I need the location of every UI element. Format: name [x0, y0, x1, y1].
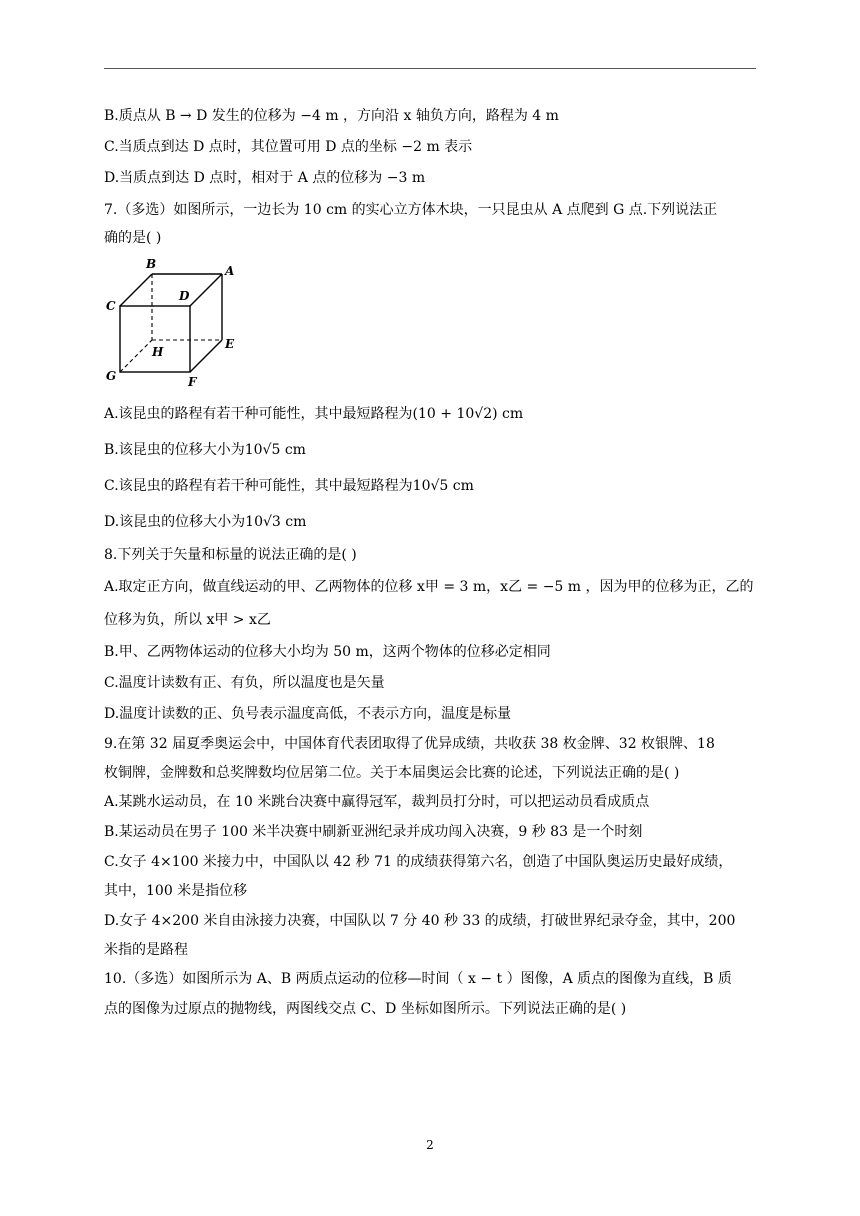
cube-edge-fe: [190, 340, 222, 372]
question-8-stem: 8.下列关于矢量和标量的说法正确的是( ): [104, 547, 357, 563]
question-7-stem: 7.（多选）如图所示，一边长为 10 cm 的实心立方体木块，一只昆虫从 A 点爬到 G 点.下列说法正: [104, 202, 718, 218]
option-8c: C.温度计读数有正、有负，所以温度也是矢量: [104, 675, 385, 691]
option-9c: C.女子 4×100 米接力中，中国队以 42 秒 71 的成绩获得第六名，创造了中国队奥运历史最好成绩，: [104, 854, 733, 870]
option-9a: A.某跳水运动员，在 10 米跳台决赛中赢得冠军，裁判员打分时，可以把运动员看成质点: [104, 794, 650, 810]
option-6b: B.质点从 B → D 发生的位移为 −4 m ，方向沿 x 轴负方向，路程为 4 m: [104, 108, 559, 124]
option-9d-cont: 米指的是路程: [104, 942, 188, 958]
option-6d: D.当质点到达 D 点时，相对于 A 点的位移为 −3 m: [104, 170, 426, 186]
cube-label-c: C: [106, 299, 116, 313]
cube-label-d: D: [179, 289, 190, 303]
option-8b: B.甲、乙两物体运动的位移大小均为 50 m，这两个物体的位移必定相同: [104, 644, 551, 660]
option-7d: D.该昆虫的位移大小为10√3 cm: [104, 514, 307, 530]
cube-label-e: E: [225, 337, 235, 351]
option-8d: D.温度计读数的正、负号表示温度高低，不表示方向，温度是标量: [104, 706, 512, 722]
header-rule: [104, 68, 756, 69]
option-7a: A.该昆虫的路程有若干种可能性，其中最短路程为(10 + 10√2) cm: [104, 406, 524, 422]
question-10-stem-cont: 点的图像为过原点的抛物线，两图线交点 C、D 坐标如图所示。下列说法正确的是( ): [104, 1001, 627, 1017]
cube-edge-da: [190, 274, 222, 306]
question-10-stem: 10.（多选）如图所示为 A、B 两质点运动的位移—时间（ x − t ）图像，A 质点的图像为直线，B 质: [104, 971, 732, 987]
cube-figure: [104, 256, 244, 388]
option-8a-cont: 位移为负，所以 x甲 > x乙: [104, 612, 271, 628]
option-9c-cont: 其中，100 米是指位移: [104, 883, 248, 899]
cube-label-g: G: [106, 369, 117, 383]
question-7-stem-cont: 确的是( ): [104, 230, 162, 246]
cube-hidden-edge-gh: [120, 340, 152, 372]
cube-label-h: H: [152, 345, 164, 359]
option-7b: B.该昆虫的位移大小为10√5 cm: [104, 442, 306, 458]
option-6c: C.当质点到达 D 点时，其位置可用 D 点的坐标 −2 m 表示: [104, 139, 473, 155]
option-7c: C.该昆虫的路程有若干种可能性，其中最短路程为10√5 cm: [104, 478, 474, 494]
question-9-stem-cont: 枚铜牌，金牌数和总奖牌数均位居第二位。关于本届奥运会比赛的论述，下列说法正确的是( ): [104, 765, 680, 781]
option-8a: A.取定正方向，做直线运动的甲、乙两物体的位移 x甲 = 3 m，x乙 = −5 m ，因为甲的位移为正，乙的: [104, 579, 754, 595]
cube-label-b: B: [146, 257, 157, 271]
cube-label-f: F: [188, 375, 197, 388]
cube-label-a: A: [225, 264, 235, 278]
question-9-stem: 9.在第 32 届夏季奥运会中，中国体育代表团取得了优异成绩，共收获 38 枚金牌、32 枚银牌、18: [104, 736, 715, 752]
option-9d: D.女子 4×200 米自由泳接力决赛，中国队以 7 分 40 秒 33 的成绩，打破世界纪录夺金，其中，200: [104, 913, 736, 929]
page-number: 2: [426, 1138, 434, 1152]
option-9b: B.某运动员在男子 100 米半决赛中刷新亚洲纪录并成功闯入决赛，9 秒 83 是一个时刻: [104, 824, 643, 840]
cube-edge-cb: [120, 274, 152, 306]
